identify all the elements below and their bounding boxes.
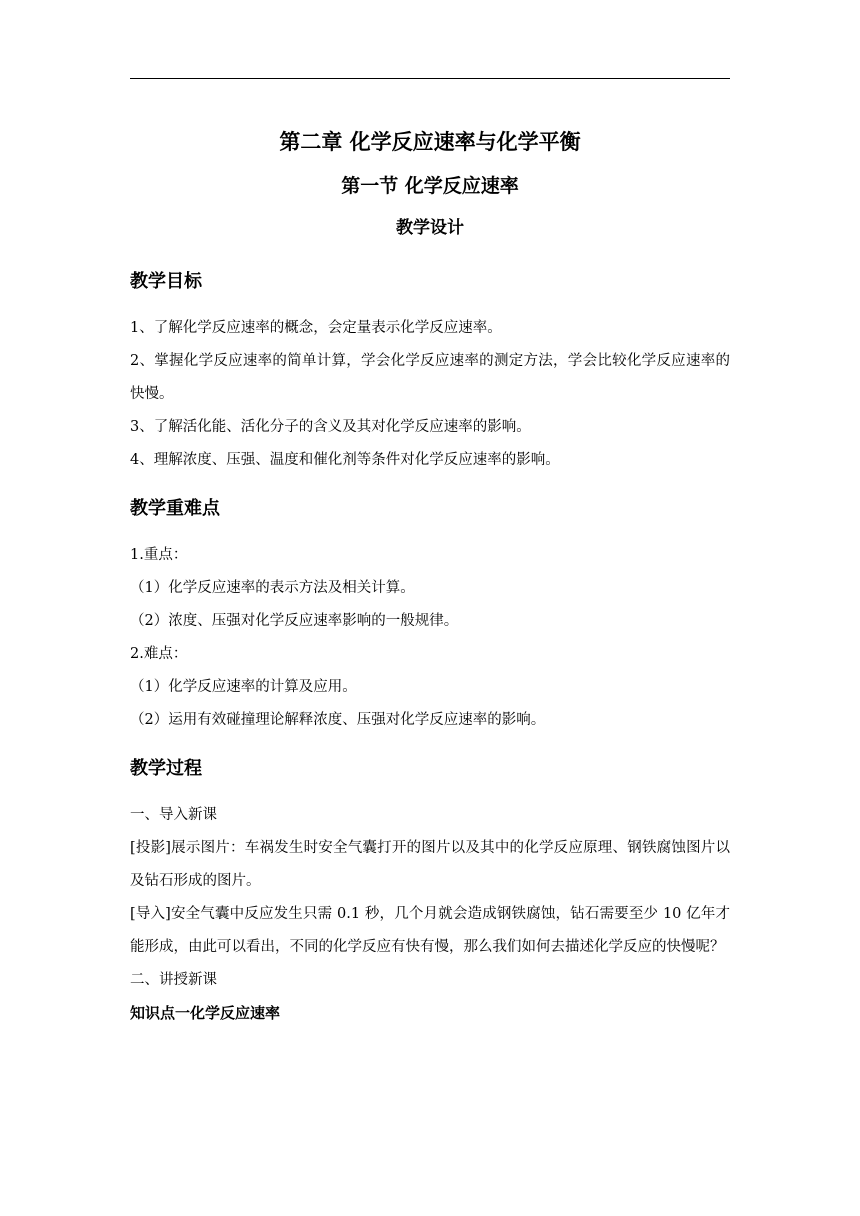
focus-label: 1.重点： [130,547,188,563]
section-title: 第一节 化学反应速率 [341,175,519,197]
objective-item: 4、理解浓度、压强、温度和催化剂等条件对化学反应速率的影响。 [130,452,560,468]
header-rule [130,78,730,79]
difficulty-label: 2.难点： [130,646,188,662]
design-label: 教学设计 [396,218,464,238]
objective-item: 2、掌握化学反应速率的简单计算，学会化学反应速率的测定方法，学会比较化学反应速率的快慢。 [130,353,730,402]
difficulty-item: （1）化学反应速率的计算及应用。 [130,679,357,695]
key-points-heading: 教学重难点 [130,498,220,519]
chapter-title: 第二章 化学反应速率与化学平衡 [279,130,581,154]
objectives-heading: 教学目标 [130,271,202,292]
objective-item: 3、了解活化能、活化分子的含义及其对化学反应速率的影响。 [130,419,531,435]
intro-paragraph: [导入]安全气囊中反应发生只需 0.1 秒，几个月就会造成钢铁腐蚀，钻石需要至少 10 亿年才能形成，由此可以看出，不同的化学反应有快有慢，那么我们如何去描述化学反应的快慢呢？ [130,906,730,955]
difficulty-item: （2）运用有效碰撞理论解释浓度、压强对化学反应速率的影响。 [130,712,546,728]
objective-item: 1、了解化学反应速率的概念，会定量表示化学反应速率。 [130,320,502,336]
document-body [130,120,730,1030]
focus-item: （2）浓度、压强对化学反应速率影响的一般规律。 [130,613,459,629]
process-step-intro: 一、导入新课 [130,807,217,823]
knowledge-point-heading: 知识点一化学反应速率 [130,1004,281,1022]
process-step-teach: 二、讲授新课 [130,972,217,988]
focus-item: （1）化学反应速率的表示方法及相关计算。 [130,580,415,596]
projection-paragraph: [投影]展示图片：车祸发生时安全气囊打开的图片以及其中的化学反应原理、钢铁腐蚀图片以及钻石形成的图片。 [130,840,730,889]
process-heading: 教学过程 [130,758,202,779]
